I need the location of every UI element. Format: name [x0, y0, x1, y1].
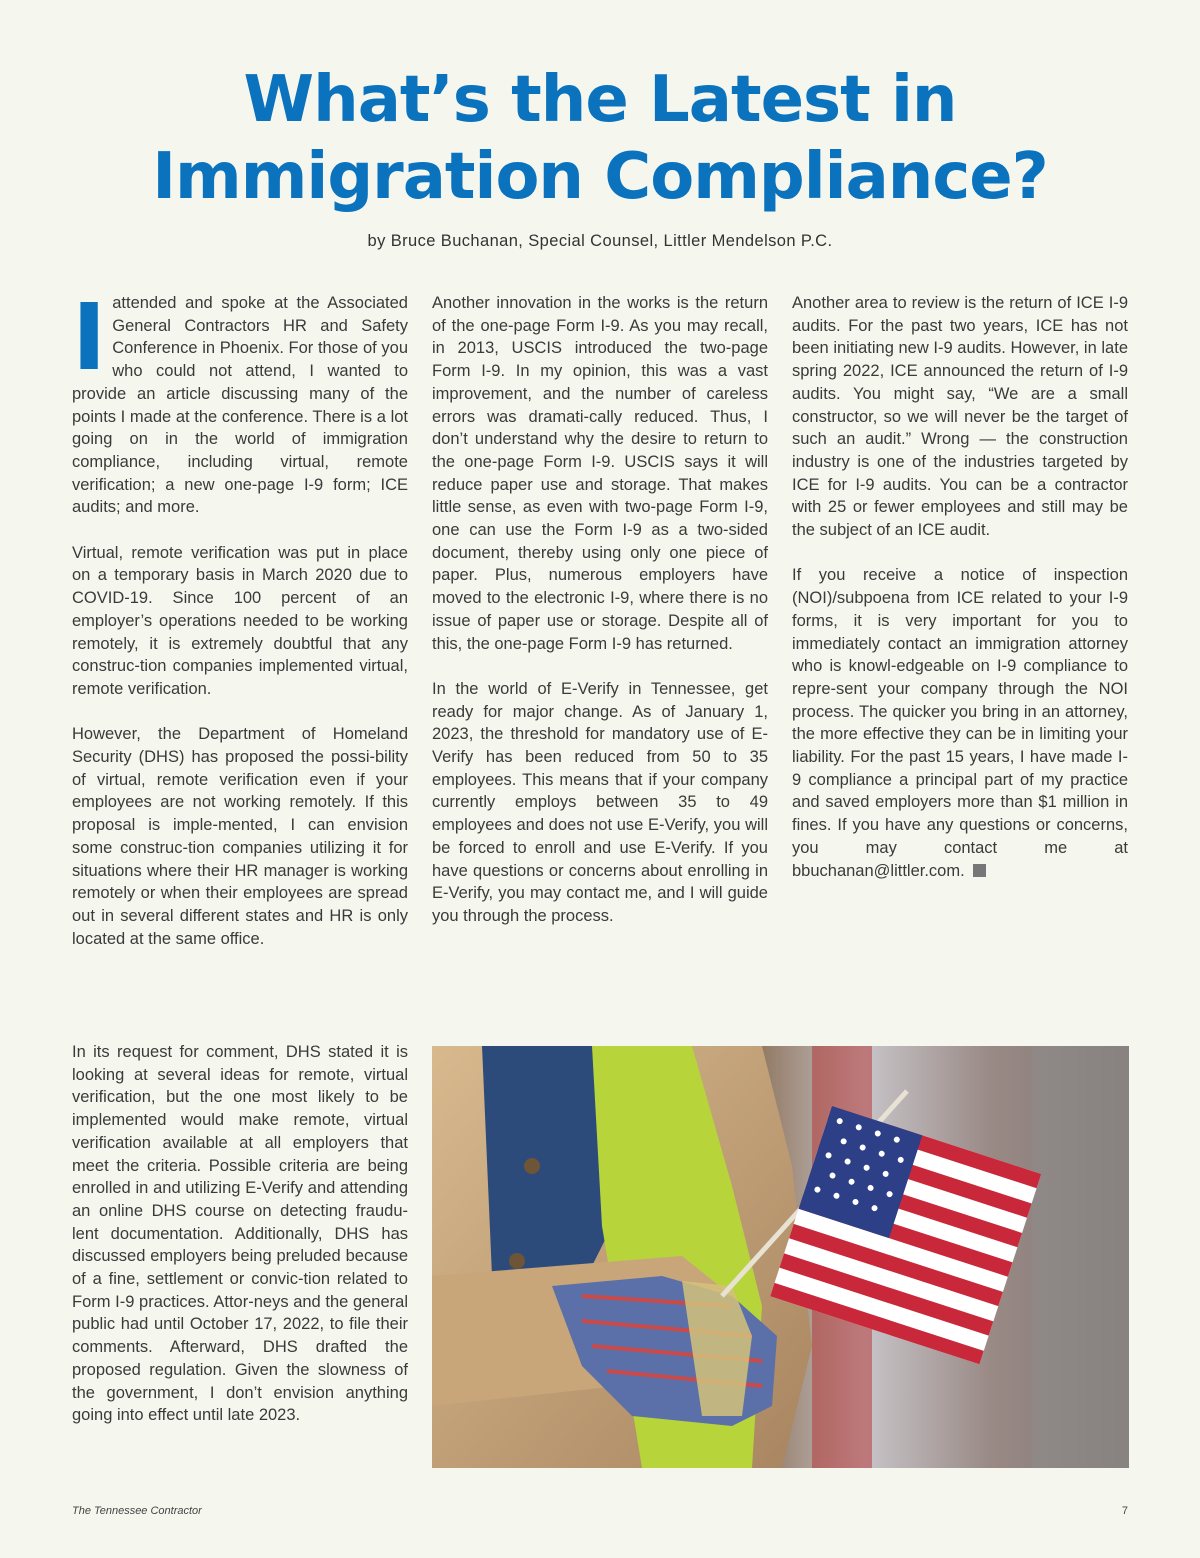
- page-number: 7: [1121, 1505, 1128, 1517]
- paragraph: Another area to review is the return of ICE I-9 audits. For the past two years, ICE has not been initiating new I-9 audits. However, in late spring 2022, ICE announced the return of I-9 audits. You might say, “We are a small constructor, so we will never be the target of such an audit.” Wrong — the construction industry is one of the industries targeted by ICE for I-9 audits. You can be a contractor with 25 or fewer employees and still may be the subject of an ICE audit.: [792, 294, 1128, 540]
- worker-with-flag-photo: [432, 1046, 1129, 1468]
- paragraph: In its request for comment, DHS stated it is looking at several ideas for remote, virtual verification, but the one most likely to be implemented would make remote, virtual verification available at all employers that meet the criteria. Possible criteria are being enrolled in and utilizing E-Verify and attending an online DHS course on detecting fraudu-lent documentation. Additionally, DHS has discussed employers being preluded because of a fine, settlement or convic-tion related to Form I-9 practices. Attor-neys and the general public had until October 17, 2022, to file their comments. Afterward, DHS drafted the proposed regulation. Given the slowness of the government, I don’t envision anything going into effect until late 2023.: [72, 1043, 408, 1425]
- paragraph: In the world of E-Verify in Tennessee, get ready for major change. As of January 1, 2023, the threshold for mandatory use of E-Verify has been reduced from 50 to 35 employees. This means that if your company currently employs between 35 to 49 employees and does not use E-Verify, you will be forced to enroll and use E-Verify. If you have questions or concerns about enrolling in E-Verify, you may contact me, and I will guide you through the process.: [432, 679, 768, 925]
- publication-name: The Tennessee Contractor: [72, 1505, 202, 1517]
- paragraph: However, the Department of Homeland Security (DHS) has proposed the possi-bility of virtual, remote verification even if your employees are not working remotely. If this proposal is imple-mented, I can envision some construc-tion companies utilizing it for situations where their HR manager is working remotely or when their employees are spread out in several different states and HR is only located at the same office.: [72, 725, 408, 948]
- title-line-1: What’s the Latest in: [243, 63, 957, 137]
- column-1: [72, 284, 408, 950]
- byline: by Bruce Buchanan, Special Counsel, Littler Mendelson P.C.: [367, 232, 833, 250]
- paragraph: [72, 284, 408, 519]
- paragraph-text: If you receive a notice of inspection (NOI)/subpoena from ICE related to your I-9 forms, it is very important for you to immediately contact an immigration attorney who is knowl-edgeable on I-9 compliance to repre-sent your company through the NOI process. The quicker you bring in an attorney, the more effective they can be in limiting your liability. For the past 15 years, I have made I-9 compliance a principal part of my practice and saved employers more than $1 million in fines. If you have any questions or concerns, you may contact me at bbuchanan@littler.com.: [792, 566, 1128, 880]
- column-3: [792, 292, 1128, 882]
- end-of-article-mark: [973, 864, 986, 877]
- article-title: [0, 62, 1200, 216]
- paragraph: Virtual, remote verification was put in place on a temporary basis in March 2020 due to COVID-19. Since 100 percent of an employer’s operations needed to be working remotely, it is extremely doubtful that any construc-tion companies implemented virtual, remote verification.: [72, 543, 408, 698]
- column-2: [432, 292, 768, 928]
- paragraph: [792, 564, 1128, 882]
- column-1-continued: [72, 1041, 408, 1427]
- paragraph-text: attended and spoke at the Associated General Contractors HR and Safety Conference in Phoenix. For those of you who could not attend, I wanted to provide an article discussing many of the points I made at the conference. There is a lot going on in the world of immigration compliance, including virtual, remote verification; a new one-page I-9 form; ICE audits; and more.: [72, 294, 408, 517]
- title-line-2: Immigration Compliance?: [152, 140, 1048, 214]
- paragraph: Another innovation in the works is the return of the one-page Form I-9. As you may recall, in 2013, USCIS introduced the two-page Form I-9. In my opinion, this was a vast improvement, and the number of careless errors was dramati-cally reduced. Thus, I don’t understand why the desire to return to the one-page Form I-9. USCIS says it will reduce paper use and storage. That makes little sense, as even with two-page Form I-9, one can use the Form I-9 as a two-sided document, thereby using only one piece of paper. Plus, numerous employers have moved to the electronic I-9, where there is no issue of paper use or storage. Despite all of this, the one-page Form I-9 has returned.: [432, 294, 768, 653]
- drop-cap: I: [72, 284, 107, 391]
